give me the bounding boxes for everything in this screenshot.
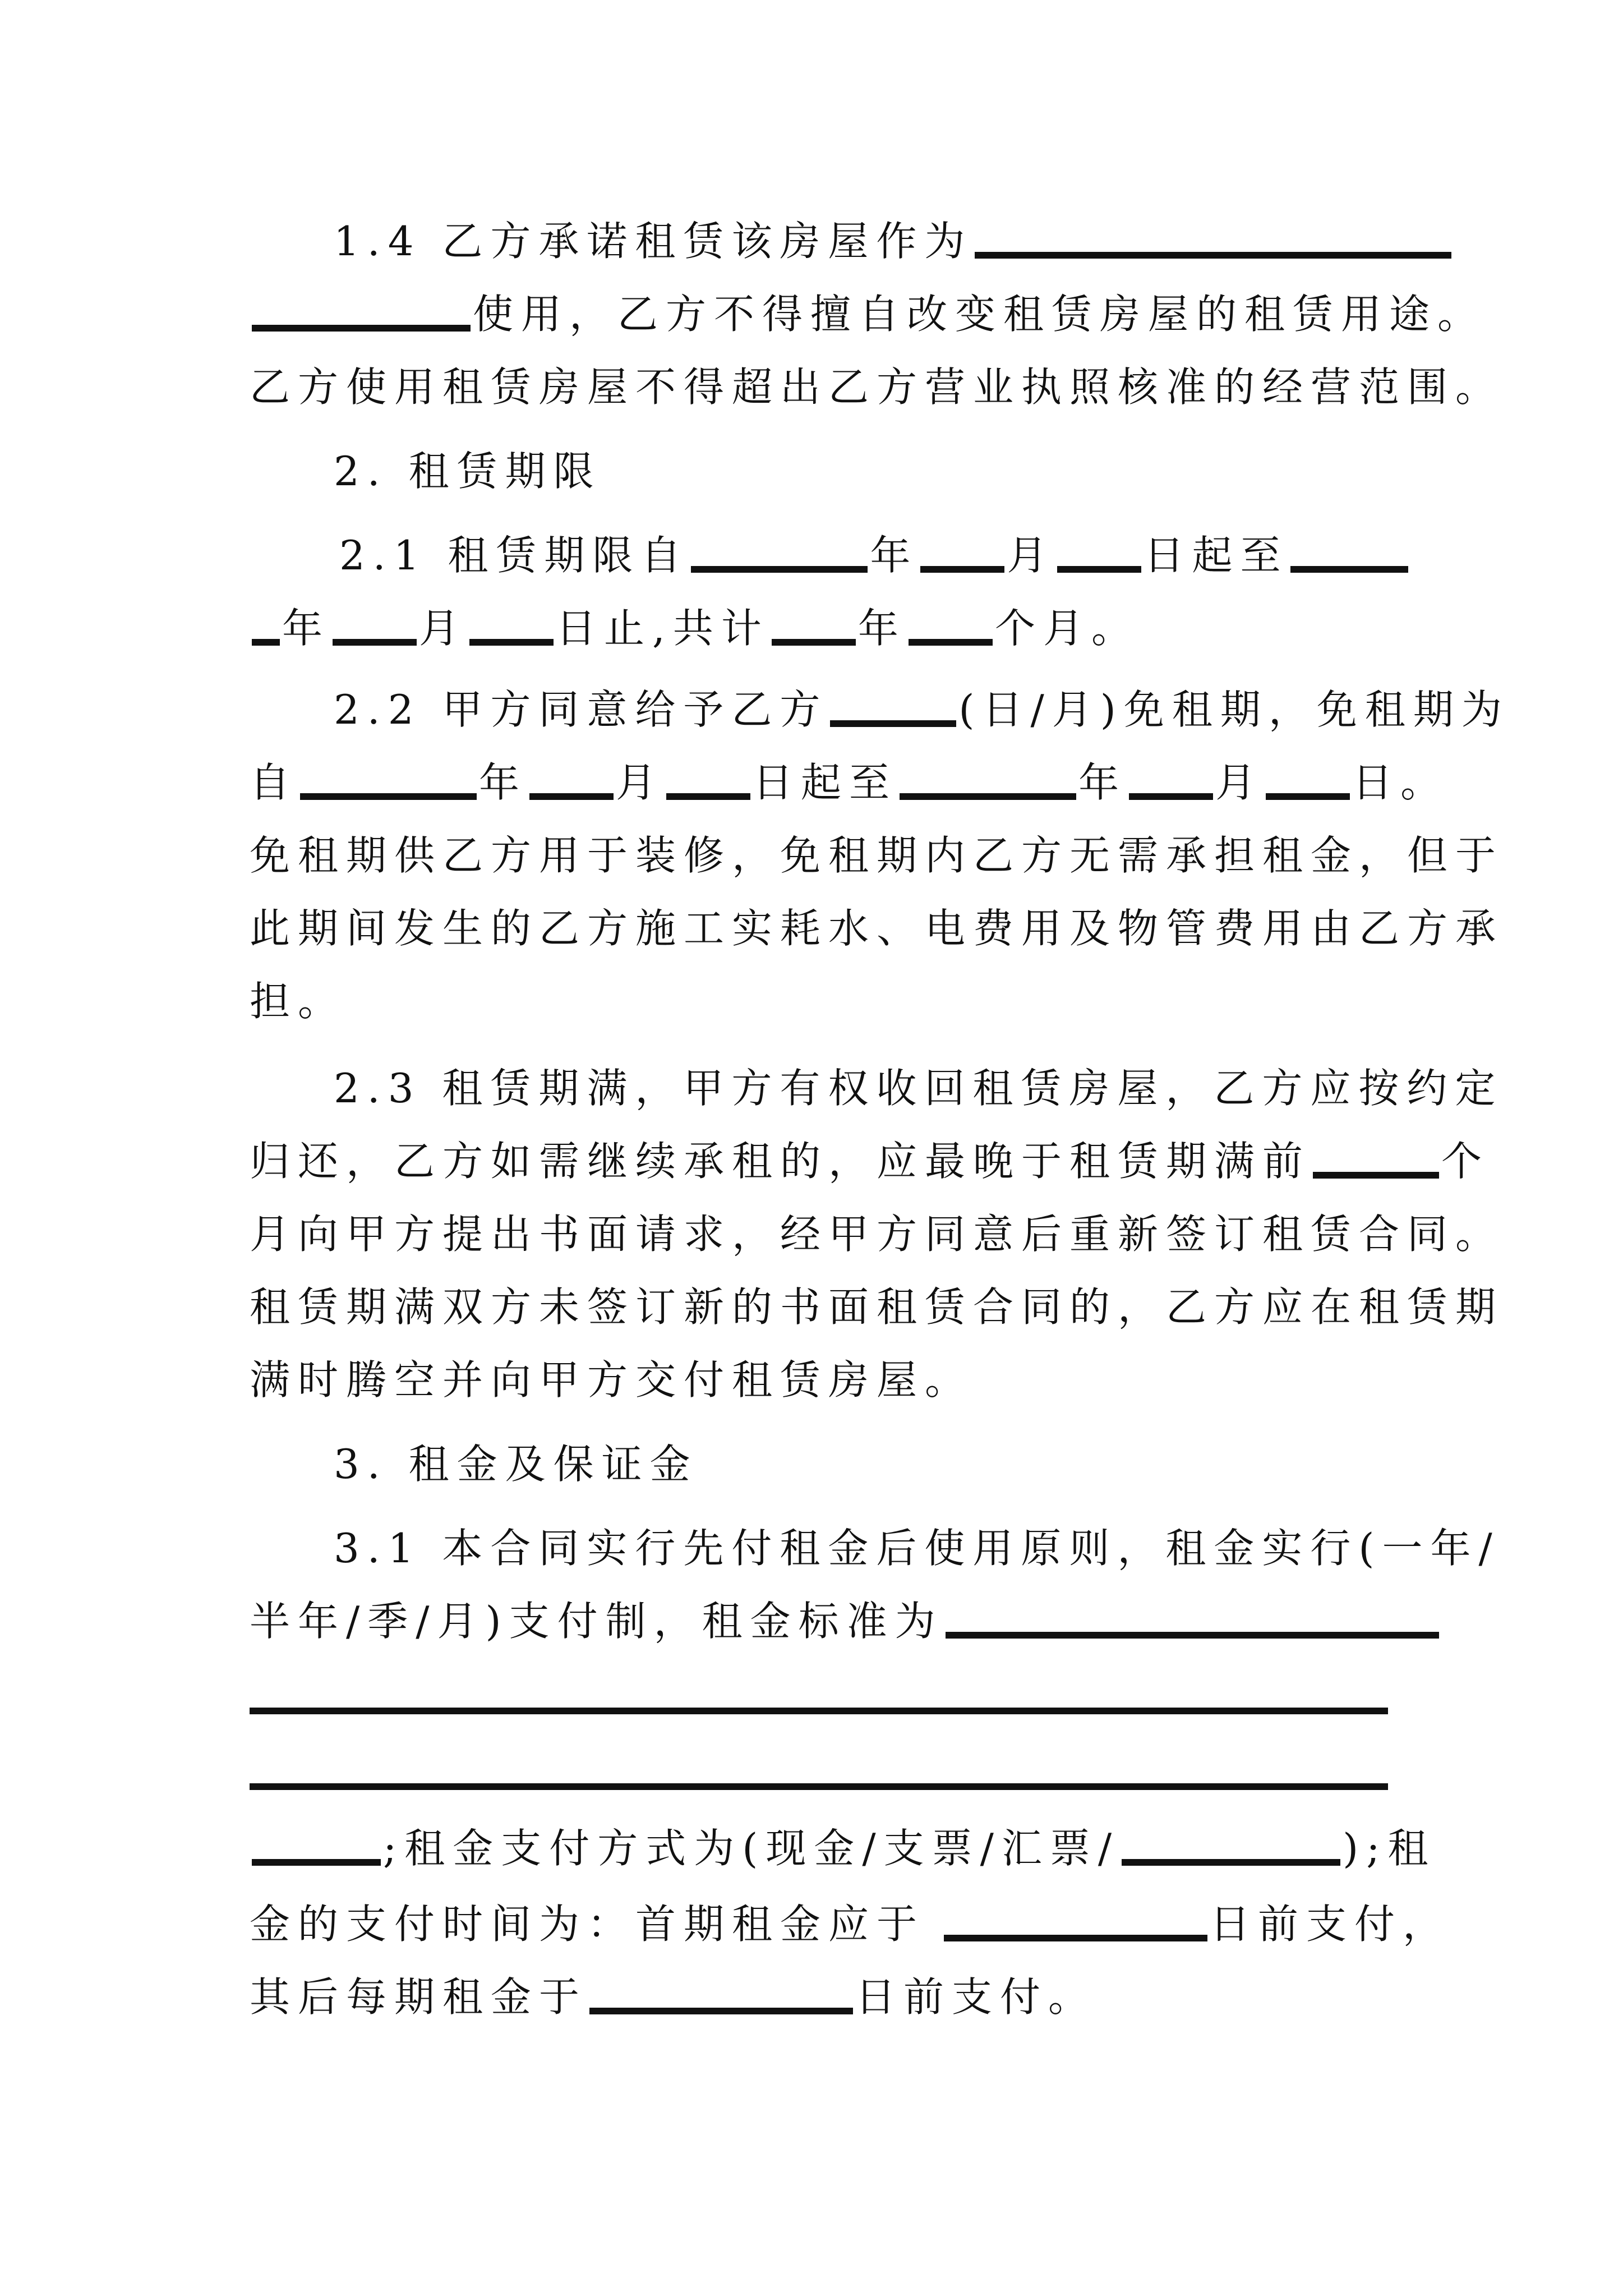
end-year-blank-cont[interactable] [252,605,280,646]
clause-text: 日。 [1352,759,1449,806]
clause-3-1-line-5 [250,1820,1436,1876]
payment-method-other-blank[interactable] [1122,1825,1340,1866]
clause-text: );租 [1343,1825,1436,1872]
clause-3-1-line-6 [250,1896,1451,1952]
free-start-year-blank[interactable] [300,760,477,800]
clause-2-3-line-5 [250,1352,973,1408]
clause-text: 日止,共计 [556,605,769,652]
end-year-blank[interactable] [1290,532,1408,573]
end-day-blank[interactable] [469,605,554,646]
clause-text: 个 [1441,1138,1490,1185]
clause-3-1-line-3 [250,1669,1388,1725]
rent-standard-blank-cont[interactable] [250,1750,1388,1790]
clause-text: 个月。 [994,605,1140,652]
total-years-blank[interactable] [772,605,856,646]
section-3-heading [334,1436,698,1492]
clause-2-3-line-1 [334,1060,1503,1116]
end-month-blank[interactable] [333,605,417,646]
clause-2-3-line-2 [250,1133,1490,1189]
clause-text: 月 [616,759,665,806]
clause-1-4-line-1 [334,213,1454,269]
clause-3-1-line-4 [250,1745,1388,1801]
clause-text: 此期间发生的乙方施工实耗水、电费用及物管费用由乙方承 [250,905,1504,952]
clause-text: 担。 [250,978,347,1025]
free-end-day-blank[interactable] [1266,760,1350,800]
clause-2-1-line-2 [250,600,1140,656]
clause-text: 日前支付， [1210,1901,1451,1948]
rent-free-period-blank[interactable] [830,687,956,727]
clause-text: 其后每期租金于 [250,1973,588,2021]
rent-standard-blank[interactable] [946,1598,1439,1639]
clause-text: 日起至 [753,759,898,806]
clause-text: 乙方使用租赁房屋不得超出乙方营业执照核准的经营范围。 [250,364,1504,411]
clause-text: 日前支付。 [855,1973,1097,2021]
clause-text: 免租期供乙方用于装修，免租期内乙方无需承担租金，但于 [250,832,1504,879]
purpose-blank-cont[interactable] [252,291,471,332]
clause-text: 满时腾空并向甲方交付租赁房屋。 [250,1356,974,1404]
clause-2-2-line-5 [250,973,346,1029]
start-month-blank[interactable] [920,532,1004,573]
free-start-month-blank[interactable] [529,760,614,800]
free-end-year-blank[interactable] [900,760,1076,800]
clause-text: 2.3 租赁期满，甲方有权收回租赁房屋，乙方应按约定 [334,1065,1504,1112]
first-payment-date-blank[interactable] [944,1901,1207,1941]
clause-2-1-line-1 [339,527,1410,583]
clause-text: 年 [857,605,906,652]
clause-1-4-line-2 [250,286,1486,342]
clause-text: 自 [250,759,298,806]
clause-text: 半年/季/月)支付制，租金标准为 [250,1598,943,1645]
free-start-day-blank[interactable] [666,760,750,800]
clause-text: 年 [282,605,331,652]
clause-text: 归还，乙方如需继续承租的，应最晚于租赁期满前 [250,1138,1311,1185]
clause-3-1-line-1 [334,1520,1500,1576]
clause-text: 月 [1215,759,1264,806]
clause-3-1-line-7 [250,1969,1096,2025]
clause-2-3-line-4 [250,1279,1504,1335]
clause-text: 1.4 乙方承诺租赁该房屋作为 [334,218,973,265]
section-heading: 2. 租赁期限 [334,448,602,495]
free-end-month-blank[interactable] [1129,760,1213,800]
clause-text: 月 [1007,532,1055,579]
rent-standard-blank-cont[interactable] [250,1674,1388,1714]
clause-text: 年 [1078,759,1127,806]
start-year-blank[interactable] [691,532,868,573]
clause-text: 金的支付时间为：首期租金应于 [250,1901,925,1948]
clause-text: 3.1 本合同实行先付租金后使用原则，租金实行(一年/ [334,1525,1500,1572]
total-months-blank[interactable] [909,605,993,646]
renewal-notice-months-blank[interactable] [1313,1138,1439,1179]
clause-text: (日/月)免租期，免租期为 [958,686,1510,733]
section-heading: 3. 租金及保证金 [334,1441,698,1488]
clause-text: ;租金支付方式为(现金/支票/汇票/ [383,1825,1120,1872]
clause-2-2-line-4 [250,900,1504,956]
clause-2-3-line-3 [250,1206,1504,1262]
clause-3-1-line-2 [250,1593,1441,1649]
clause-text: 使用，乙方不得擅自改变租赁房屋的租赁用途。 [473,291,1486,338]
start-day-blank[interactable] [1057,532,1141,573]
clause-text: 月向甲方提出书面请求，经甲方同意后重新签订租赁合同。 [250,1211,1504,1258]
subsequent-payment-date-blank[interactable] [589,1974,853,2014]
clause-text: 2.1 租赁期限自 [339,532,689,579]
clause-2-2-line-2 [250,754,1449,811]
clause-2-2-line-3 [250,827,1504,884]
clause-text: 日起至 [1144,532,1289,579]
rent-standard-blank-end[interactable] [252,1825,381,1866]
clause-text: 租赁期满双方未签订新的书面租赁合同的，乙方应在租赁期 [250,1283,1504,1331]
clause-text: 2.2 甲方同意给予乙方 [334,686,828,733]
clause-text: 年 [479,759,528,806]
section-2-heading [334,443,602,499]
clause-text: 月 [419,605,468,652]
clause-1-4-line-3 [250,359,1504,415]
purpose-blank[interactable] [975,218,1451,259]
clause-text: 年 [870,532,919,579]
clause-2-2-line-1 [334,682,1510,738]
